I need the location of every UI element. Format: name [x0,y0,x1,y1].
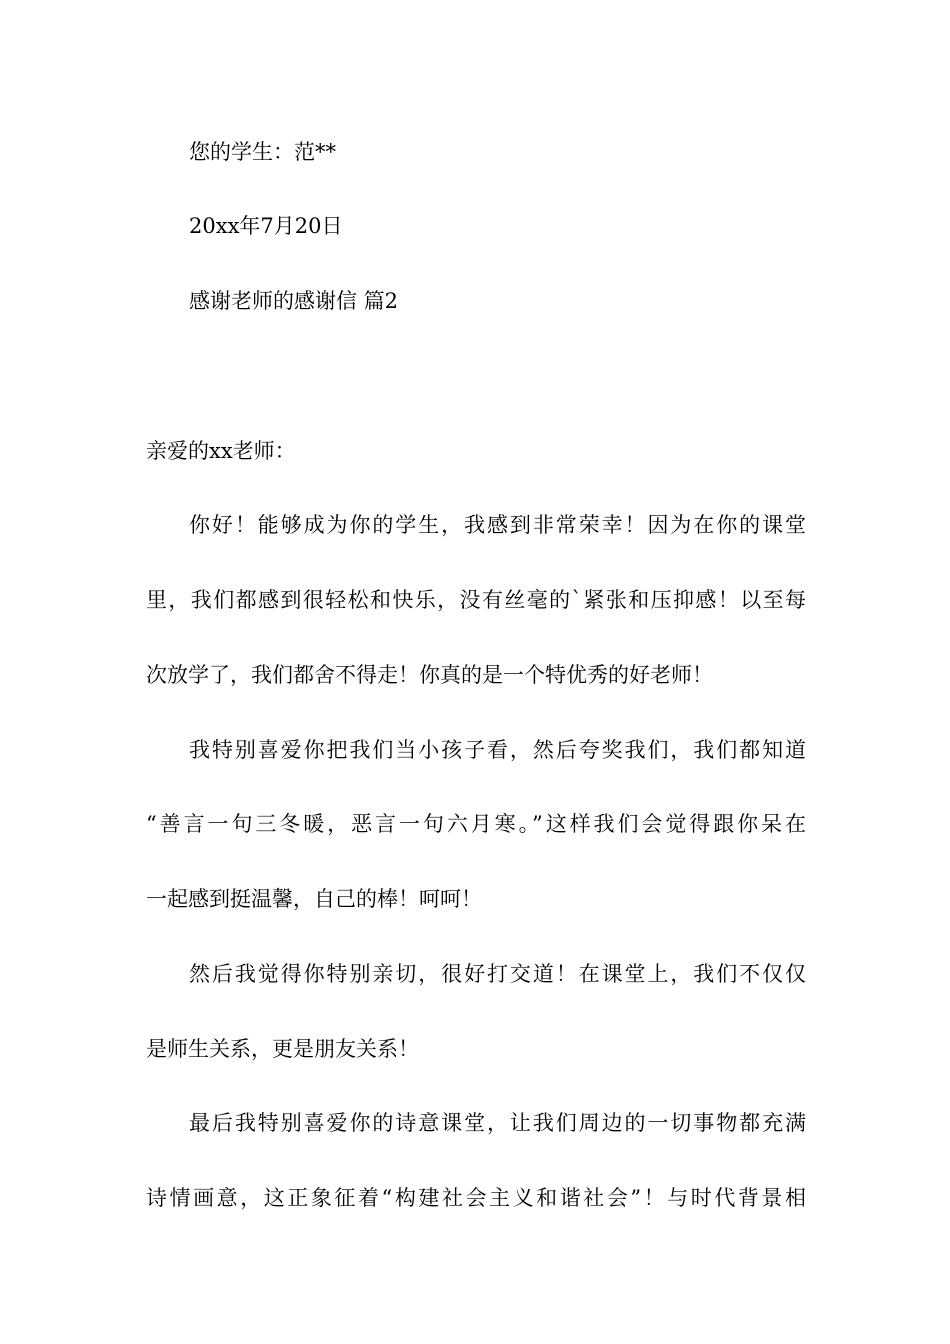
paragraph-2-line-2: “善言一句三冬暖，恶言一句六月寒。”这样我们会觉得跟你呆在 [146,812,806,836]
section-heading: 感谢老师的感谢信 篇2 [189,289,399,313]
paragraph-1-line-2: 里，我们都感到很轻松和快乐，没有丝毫的`紧张和压抑感！以至每 [146,588,806,612]
paragraph-3-line-1: 然后我觉得你特别亲切，很好打交道！在课堂上，我们不仅仅 [189,962,806,986]
paragraph-1-line-1: 你好！能够成为你的学生，我感到非常荣幸！因为在你的课堂 [189,513,806,537]
signature-line: 您的学生：范** [189,140,336,164]
paragraph-3-line-2: 是师生关系，更是朋友关系！ [146,1037,419,1061]
paragraph-2-line-1: 我特别喜爱你把我们当小孩子看，然后夸奖我们，我们都知道 [189,738,806,762]
paragraph-1-line-3: 次放学了，我们都舍不得走！你真的是一个特优秀的好老师！ [146,663,713,687]
paragraph-4-line-1: 最后我特别喜爱你的诗意课堂，让我们周边的一切事物都充满 [189,1111,806,1135]
salutation: 亲爱的xx老师： [146,439,296,463]
paragraph-4-line-2: 诗情画意，这正象征着“构建社会主义和谐社会”！与时代背景相 [146,1186,806,1210]
paragraph-2-line-3: 一起感到挺温馨，自己的棒！呵呵！ [146,887,482,911]
date-line: 20xx年7月20日 [189,214,343,238]
